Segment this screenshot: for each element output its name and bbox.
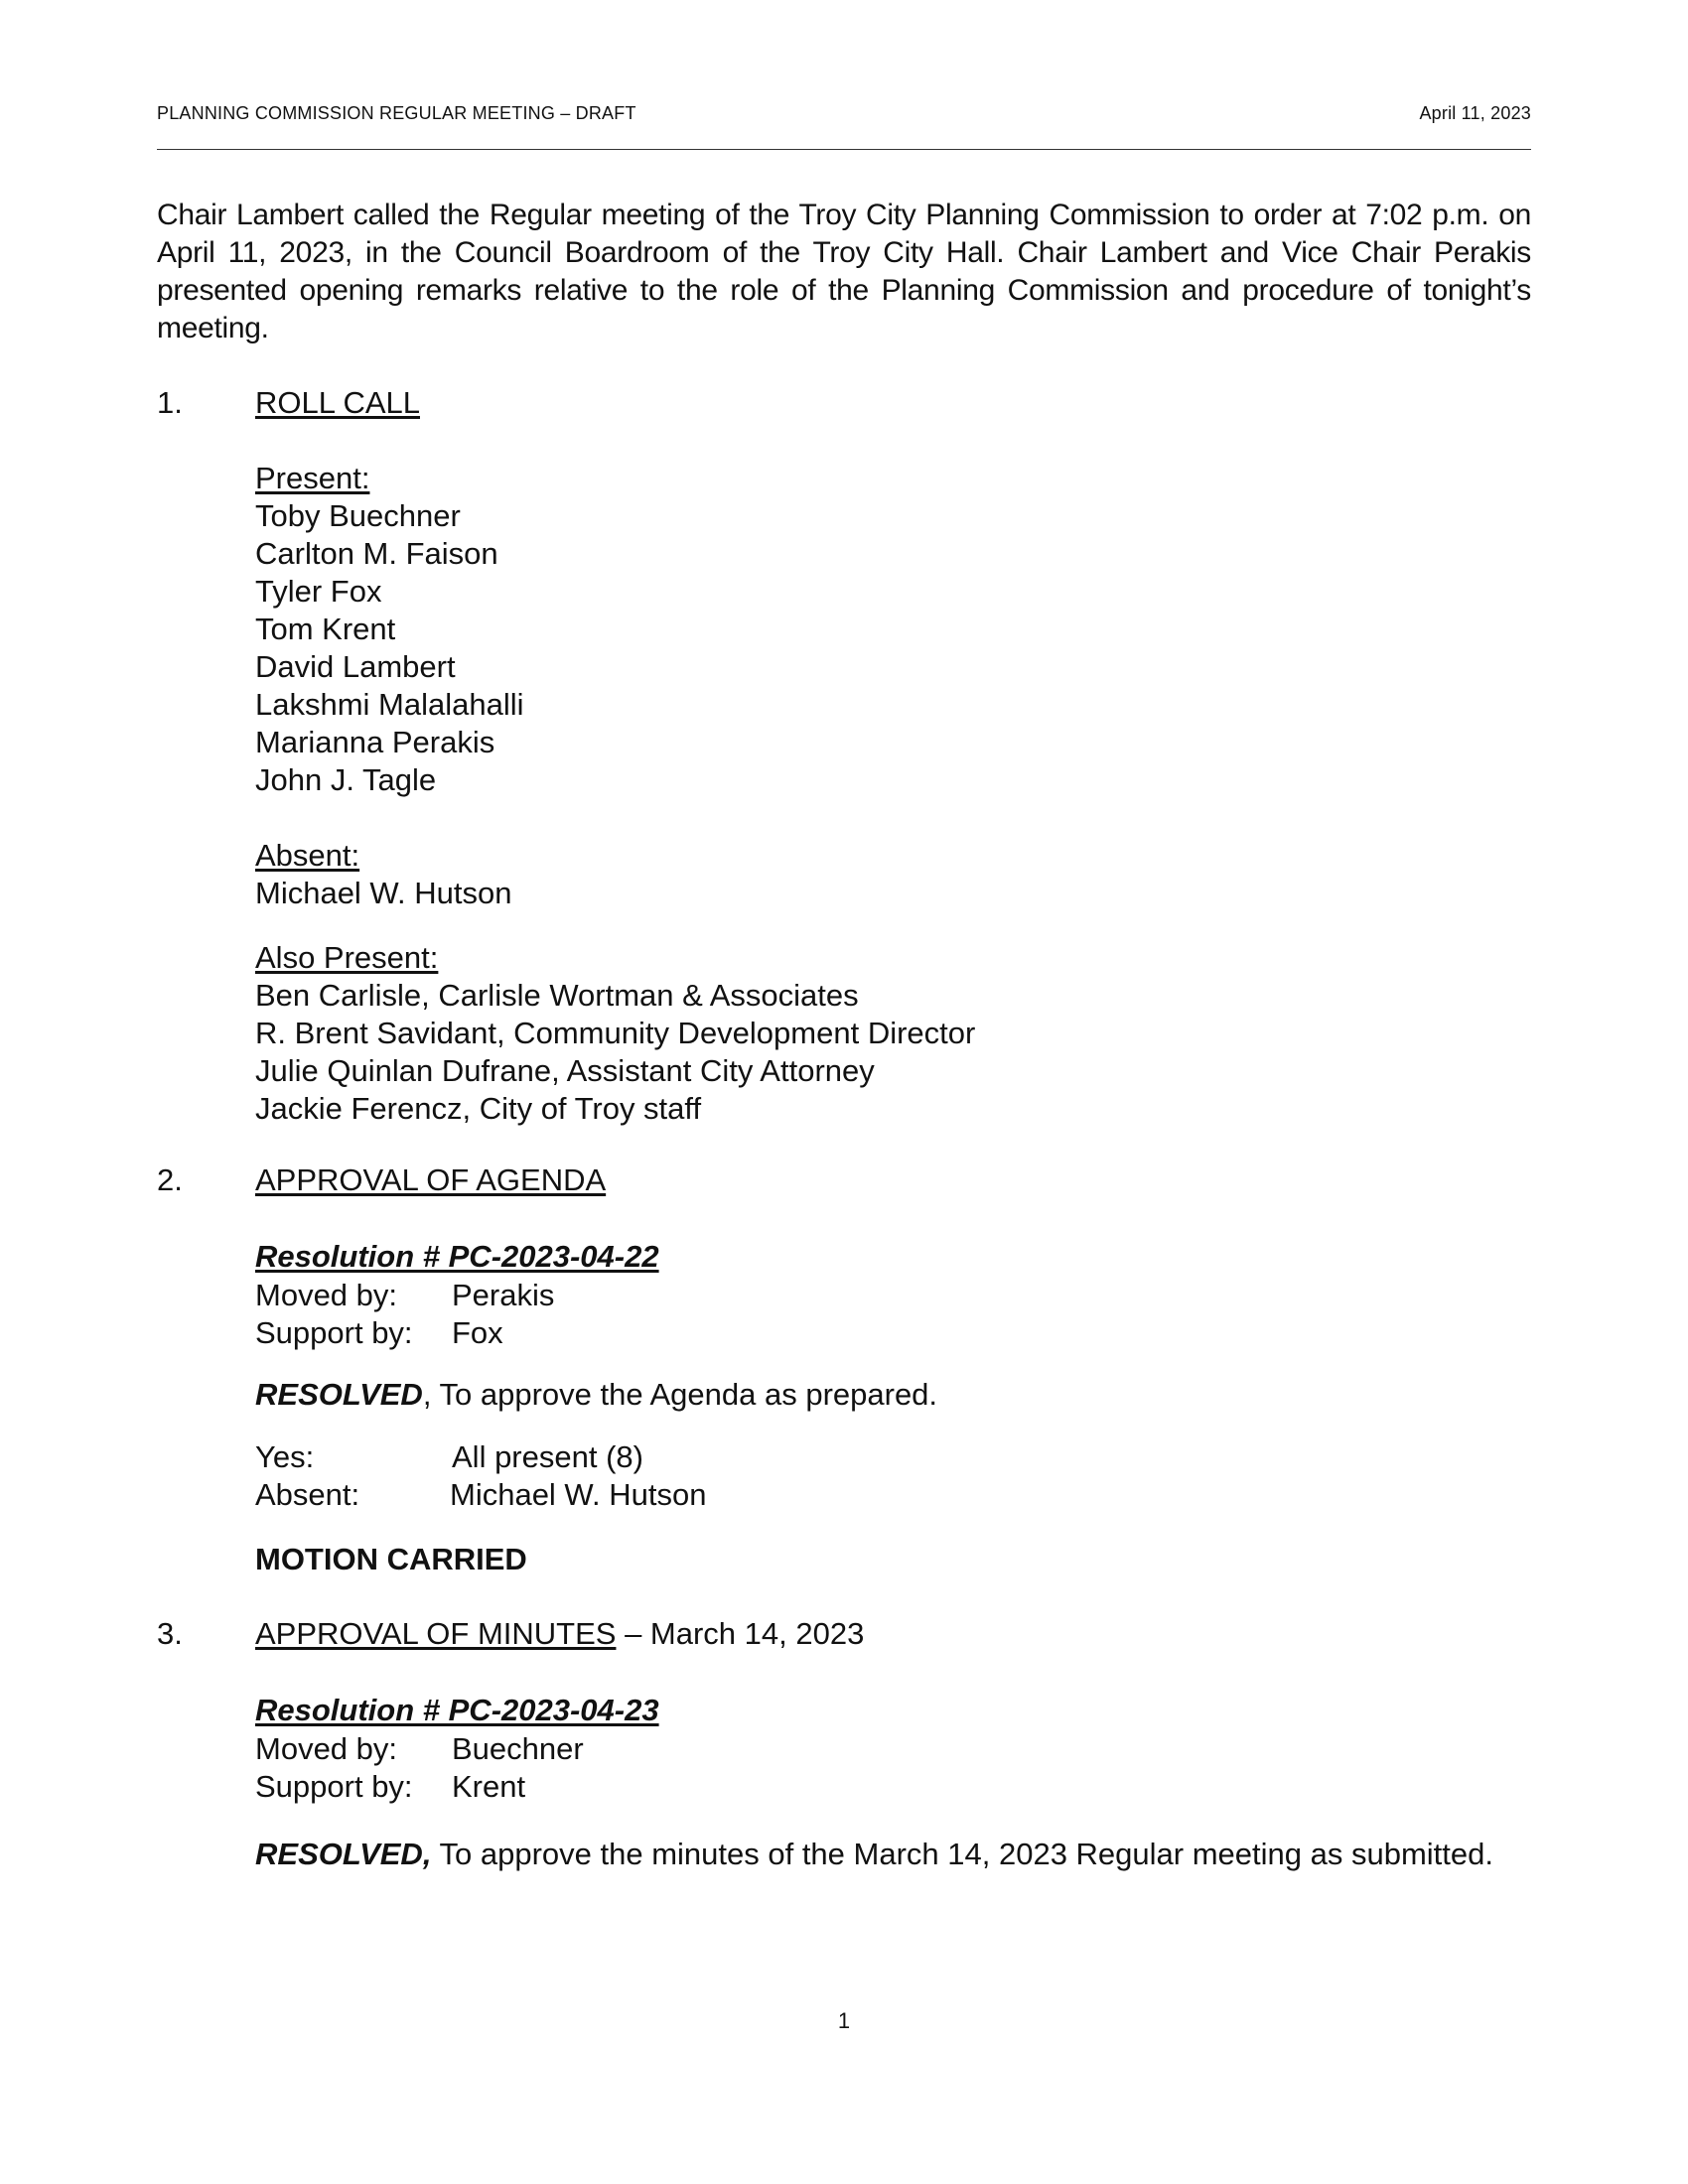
section-2-number: 2. xyxy=(157,1162,183,1197)
also-present-list xyxy=(255,939,975,1128)
present-member: David Lambert xyxy=(255,649,456,684)
moved-by-value: Buechner xyxy=(452,1731,584,1766)
section-1-number: 1. xyxy=(157,385,183,420)
present-member: John J. Tagle xyxy=(255,762,437,797)
also-present-person: Julie Quinlan Dufrane, Assistant City Attorney xyxy=(255,1053,875,1088)
motion-outcome: MOTION CARRIED xyxy=(255,1542,527,1576)
present-member: Carlton M. Faison xyxy=(255,536,498,571)
present-label: Present: xyxy=(255,461,370,495)
section-3-number: 3. xyxy=(157,1616,183,1651)
present-member: Lakshmi Malalahalli xyxy=(255,687,524,722)
section-3-heading xyxy=(255,1616,864,1652)
absent-list xyxy=(255,837,511,912)
also-present-person: Jackie Ferencz, City of Troy staff xyxy=(255,1091,702,1126)
section-3-title: APPROVAL OF MINUTES xyxy=(255,1616,617,1651)
resolution-heading: Resolution # PC-2023-04-23 xyxy=(255,1693,659,1727)
present-member: Toby Buechner xyxy=(255,498,461,533)
header-divider xyxy=(157,149,1531,150)
present-member: Marianna Perakis xyxy=(255,725,495,759)
support-by-value: Fox xyxy=(452,1315,503,1350)
resolved-statement xyxy=(255,1836,1531,1873)
vote-absent-label: Absent: xyxy=(255,1477,360,1512)
present-member: Tyler Fox xyxy=(255,574,382,609)
resolved-keyword: RESOLVED xyxy=(255,1377,423,1412)
resolved-statement xyxy=(255,1376,937,1414)
resolved-text: , To approve the Agenda as prepared. xyxy=(422,1377,938,1412)
also-present-person: R. Brent Savidant, Community Development Director xyxy=(255,1016,976,1050)
present-member: Tom Krent xyxy=(255,612,396,646)
vote-absent-value: Michael W. Hutson xyxy=(450,1477,707,1512)
support-by-value: Krent xyxy=(452,1769,526,1804)
header-title: PLANNING COMMISSION REGULAR MEETING – DRAFT xyxy=(157,103,636,123)
intro-paragraph: Chair Lambert called the Regular meeting of the Troy City Planning Commission to order at 7:02 p.m. on April 11, 2023, in the Council Boardroom of the Troy City Hall. Chair Lambert and Vice Chair Perakis presented opening remarks relative to the role of the Planning Commission and procedure of tonight’s meeting. xyxy=(157,199,1531,344)
resolution-heading: Resolution # PC-2023-04-22 xyxy=(255,1239,659,1274)
also-present-person: Ben Carlisle, Carlisle Wortman & Associates xyxy=(255,978,859,1013)
header-date: April 11, 2023 xyxy=(1419,103,1531,123)
yes-label: Yes: xyxy=(255,1439,315,1474)
resolved-keyword: RESOLVED, xyxy=(255,1837,432,1871)
motion-details xyxy=(255,1730,584,1806)
moved-by-value: Perakis xyxy=(452,1278,555,1312)
also-present-label: Also Present: xyxy=(255,940,439,975)
absent-label: Absent: xyxy=(255,838,360,873)
motion-details xyxy=(255,1277,554,1352)
support-by-label: Support by: xyxy=(255,1315,413,1350)
yes-value: All present (8) xyxy=(452,1439,643,1474)
moved-by-label: Moved by: xyxy=(255,1731,398,1766)
section-3-date: – March 14, 2023 xyxy=(616,1616,865,1651)
moved-by-label: Moved by: xyxy=(255,1278,398,1312)
resolved-text: To approve the minutes of the March 14, 2023 Regular meeting as submitted. xyxy=(431,1837,1493,1871)
section-1-title: ROLL CALL xyxy=(255,385,420,420)
section-2-title: APPROVAL OF AGENDA xyxy=(255,1162,607,1197)
vote-details xyxy=(255,1438,706,1514)
absent-member: Michael W. Hutson xyxy=(255,876,512,910)
support-by-label: Support by: xyxy=(255,1769,413,1804)
present-list xyxy=(255,460,524,799)
page-number: 1 xyxy=(837,2008,851,2033)
